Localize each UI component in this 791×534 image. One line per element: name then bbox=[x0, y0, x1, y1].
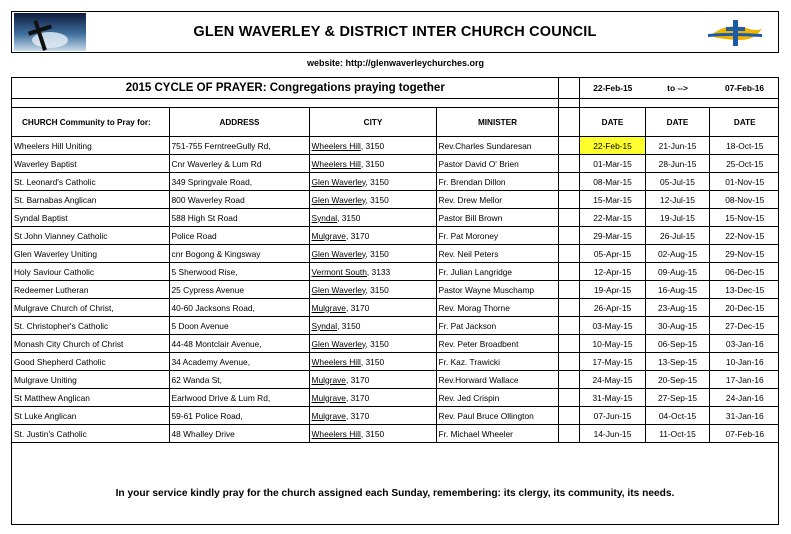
church-name: St Matthew Anglican bbox=[12, 389, 169, 407]
table-row bbox=[12, 389, 779, 407]
church-city bbox=[309, 335, 436, 353]
column-header-row bbox=[12, 108, 779, 137]
church-name: Syndal Baptist bbox=[12, 209, 169, 227]
church-address: 40-60 Jacksons Road, bbox=[169, 299, 309, 317]
prayer-date-1: 03-May-15 bbox=[579, 317, 645, 335]
minister-name: Rev. Jed Crispin bbox=[436, 389, 558, 407]
minister-name: Rev.Horward Wallace bbox=[436, 371, 558, 389]
table-row bbox=[12, 209, 779, 227]
prayer-date-2: 30-Aug-15 bbox=[645, 317, 709, 335]
prayer-date-1: 17-May-15 bbox=[579, 353, 645, 371]
church-address: 751-755 FerntreeGully Rd, bbox=[169, 137, 309, 155]
church-address: 800 Waverley Road bbox=[169, 191, 309, 209]
church-address: 5 Doon Avenue bbox=[169, 317, 309, 335]
postcode: , 3150 bbox=[365, 176, 389, 187]
postcode: , 3150 bbox=[360, 356, 385, 367]
prayer-date-2: 23-Aug-15 bbox=[645, 299, 709, 317]
separator-cell bbox=[558, 425, 579, 443]
postcode: , 3150 bbox=[365, 338, 389, 349]
table-row bbox=[12, 371, 779, 389]
postcode: , 3150 bbox=[365, 284, 389, 295]
suburb-link[interactable]: Wheelers Hill bbox=[311, 428, 361, 439]
postcode: , 3170 bbox=[345, 374, 370, 385]
church-city bbox=[309, 191, 436, 209]
prayer-date-2: 04-Oct-15 bbox=[645, 407, 709, 425]
prayer-date-1: 08-Mar-15 bbox=[579, 173, 645, 191]
church-name: Mulgrave Uniting bbox=[12, 371, 169, 389]
range-arrow: to --> bbox=[645, 78, 709, 99]
minister-name: Pastor Bill Brown bbox=[436, 209, 558, 227]
church-address: 349 Springvale Road, bbox=[169, 173, 309, 191]
suburb-link[interactable]: Mulgrave bbox=[311, 374, 346, 385]
prayer-date-2: 26-Jul-15 bbox=[645, 227, 709, 245]
table-row bbox=[12, 425, 779, 443]
prayer-date-2: 02-Aug-15 bbox=[645, 245, 709, 263]
church-address: Police Road bbox=[169, 227, 309, 245]
church-address: 48 Whalley Drive bbox=[169, 425, 309, 443]
prayer-cycle-panel bbox=[11, 77, 779, 525]
church-city bbox=[309, 371, 436, 389]
church-address: 34 Academy Avenue, bbox=[169, 353, 309, 371]
prayer-date-2: 12-Jul-15 bbox=[645, 191, 709, 209]
church-city bbox=[309, 299, 436, 317]
table-row bbox=[12, 353, 779, 371]
church-name: Mulgrave Church of Christ, bbox=[12, 299, 169, 317]
church-address: 588 High St Road bbox=[169, 209, 309, 227]
church-name: Waverley Baptist bbox=[12, 155, 169, 173]
table-row bbox=[12, 263, 779, 281]
suburb-link[interactable]: Glen Waverley bbox=[311, 284, 366, 295]
col-header-date-1: DATE bbox=[579, 108, 645, 137]
church-address: Cnr Waverley & Lum Rd bbox=[169, 155, 309, 173]
prayer-date-3: 24-Jan-16 bbox=[709, 389, 779, 407]
church-name: Holy Saviour Catholic bbox=[12, 263, 169, 281]
separator-cell bbox=[558, 191, 579, 209]
church-name: Wheelers Hill Uniting bbox=[12, 137, 169, 155]
postcode: , 3170 bbox=[345, 410, 370, 421]
prayer-date-1: 29-Mar-15 bbox=[579, 227, 645, 245]
postcode: , 3170 bbox=[345, 302, 370, 313]
church-name: Monash City Church of Christ bbox=[12, 335, 169, 353]
council-title: GLEN WAVERLEY & DISTRICT INTER CHURCH COUNCIL bbox=[193, 24, 597, 40]
suburb-link[interactable]: Glen Waverley bbox=[311, 176, 366, 187]
separator-cell bbox=[558, 227, 579, 245]
minister-name: Pastor David O' Brien bbox=[436, 155, 558, 173]
table-row bbox=[12, 245, 779, 263]
suburb-link[interactable]: Glen Waverley bbox=[311, 194, 366, 205]
separator-cell bbox=[558, 209, 579, 227]
ecumenical-cross-logo-icon bbox=[706, 18, 764, 48]
suburb-link[interactable]: Glen Waverley bbox=[311, 338, 366, 349]
postcode: , 3150 bbox=[337, 212, 361, 223]
minister-name: Rev. Drew Mellor bbox=[436, 191, 558, 209]
prayer-date-1: 31-May-15 bbox=[579, 389, 645, 407]
prayer-date-1: 19-Apr-15 bbox=[579, 281, 645, 299]
church-name: St. Justin's Catholic bbox=[12, 425, 169, 443]
minister-name: Fr. Kaz. Trawicki bbox=[436, 353, 558, 371]
title-row bbox=[12, 78, 779, 99]
suburb-link[interactable]: Mulgrave bbox=[311, 230, 346, 241]
col-header-date-2: DATE bbox=[645, 108, 709, 137]
prayer-date-1: 10-May-15 bbox=[579, 335, 645, 353]
prayer-date-1: 07-Jun-15 bbox=[579, 407, 645, 425]
separator-cell bbox=[558, 245, 579, 263]
separator-cell bbox=[558, 155, 579, 173]
prayer-date-3: 06-Dec-15 bbox=[709, 263, 779, 281]
prayer-date-3: 20-Dec-15 bbox=[709, 299, 779, 317]
table-row bbox=[12, 281, 779, 299]
postcode: , 3150 bbox=[365, 248, 389, 259]
suburb-link[interactable]: Wheelers Hill bbox=[311, 356, 361, 367]
minister-name: Pastor Wayne Muschamp bbox=[436, 281, 558, 299]
minister-name: Rev. Peter Broadbent bbox=[436, 335, 558, 353]
start-date: 22-Feb-15 bbox=[579, 78, 645, 99]
minister-name: Fr. Julian Langridge bbox=[436, 263, 558, 281]
separator-cell bbox=[558, 335, 579, 353]
prayer-date-3: 18-Oct-15 bbox=[709, 137, 779, 155]
prayer-date-2: 09-Aug-15 bbox=[645, 263, 709, 281]
prayer-date-3: 29-Nov-15 bbox=[709, 245, 779, 263]
separator-cell bbox=[558, 137, 579, 155]
col-header-minister: MINISTER bbox=[436, 108, 558, 137]
prayer-date-1: 22-Feb-15 bbox=[579, 137, 645, 155]
prayer-date-1: 22-Mar-15 bbox=[579, 209, 645, 227]
table-row bbox=[12, 137, 779, 155]
church-name: St Luke Anglican bbox=[12, 407, 169, 425]
prayer-date-3: 07-Feb-16 bbox=[709, 425, 779, 443]
postcode: , 3150 bbox=[360, 158, 385, 169]
church-city bbox=[309, 389, 436, 407]
church-address: 44-48 Montclair Avenue, bbox=[169, 335, 309, 353]
postcode: , 3150 bbox=[365, 194, 389, 205]
church-city bbox=[309, 425, 436, 443]
separator-cell bbox=[558, 108, 579, 137]
footer-note: In your service kindly pray for the church assigned each Sunday, remembering: its clergy, its community, its needs. bbox=[115, 488, 675, 499]
table-row bbox=[12, 155, 779, 173]
church-address: 25 Cypress Avenue bbox=[169, 281, 309, 299]
church-address: cnr Bogong & Kingsway bbox=[169, 245, 309, 263]
cycle-heading: 2015 CYCLE OF PRAYER: Congregations praying together bbox=[12, 78, 558, 99]
suburb-link[interactable]: Mulgrave bbox=[311, 410, 346, 421]
minister-name: Rev.Charles Sundaresan bbox=[436, 137, 558, 155]
prayer-date-1: 01-Mar-15 bbox=[579, 155, 645, 173]
table-row bbox=[12, 299, 779, 317]
church-name: St. Christopher's Catholic bbox=[12, 317, 169, 335]
prayer-date-3: 25-Oct-15 bbox=[709, 155, 779, 173]
prayer-date-3: 15-Nov-15 bbox=[709, 209, 779, 227]
separator-cell bbox=[558, 371, 579, 389]
church-city bbox=[309, 281, 436, 299]
prayer-date-1: 24-May-15 bbox=[579, 371, 645, 389]
separator-cell bbox=[558, 407, 579, 425]
minister-name: Rev. Paul Bruce Ollington bbox=[436, 407, 558, 425]
church-city bbox=[309, 173, 436, 191]
separator-cell bbox=[558, 281, 579, 299]
prayer-date-1: 26-Apr-15 bbox=[579, 299, 645, 317]
church-city bbox=[309, 227, 436, 245]
separator-cell bbox=[558, 299, 579, 317]
church-city bbox=[309, 353, 436, 371]
church-city bbox=[309, 245, 436, 263]
table-row bbox=[12, 227, 779, 245]
col-header-church: CHURCH Community to Pray for: bbox=[12, 108, 169, 137]
minister-name: Fr. Brendan Dillon bbox=[436, 173, 558, 191]
church-name: St. Barnabas Anglican bbox=[12, 191, 169, 209]
prayer-date-3: 31-Jan-16 bbox=[709, 407, 779, 425]
separator-cell bbox=[558, 78, 579, 99]
church-city bbox=[309, 263, 436, 281]
suburb-link[interactable]: Glen Waverley bbox=[311, 248, 366, 259]
suburb-link[interactable]: Vermont South bbox=[311, 266, 367, 277]
postcode: , 3150 bbox=[337, 320, 361, 331]
table-row bbox=[12, 335, 779, 353]
prayer-date-1: 12-Apr-15 bbox=[579, 263, 645, 281]
suburb-link[interactable]: Wheelers Hill bbox=[311, 158, 361, 169]
minister-name: Rev. Morag Thorne bbox=[436, 299, 558, 317]
header-box bbox=[11, 11, 779, 53]
church-city bbox=[309, 209, 436, 227]
table-row bbox=[12, 407, 779, 425]
prayer-date-3: 27-Dec-15 bbox=[709, 317, 779, 335]
prayer-date-2: 16-Aug-15 bbox=[645, 281, 709, 299]
separator-cell bbox=[558, 317, 579, 335]
separator-cell bbox=[558, 389, 579, 407]
prayer-table bbox=[12, 78, 779, 443]
postcode: , 3170 bbox=[345, 392, 370, 403]
prayer-date-1: 15-Mar-15 bbox=[579, 191, 645, 209]
minister-name: Fr. Pat Moroney bbox=[436, 227, 558, 245]
prayer-date-2: 28-Jun-15 bbox=[645, 155, 709, 173]
prayer-date-2: 13-Sep-15 bbox=[645, 353, 709, 371]
prayer-date-2: 20-Sep-15 bbox=[645, 371, 709, 389]
church-address: Earlwood Drive & Lum Rd, bbox=[169, 389, 309, 407]
col-header-address: ADDRESS bbox=[169, 108, 309, 137]
prayer-date-3: 01-Nov-15 bbox=[709, 173, 779, 191]
website-text: website: http://glenwaverleychurches.org bbox=[306, 58, 485, 68]
separator-cell bbox=[558, 263, 579, 281]
spacer-row bbox=[12, 99, 779, 108]
postcode: , 3150 bbox=[360, 428, 385, 439]
church-city bbox=[309, 317, 436, 335]
suburb-link[interactable]: Syndal bbox=[311, 212, 338, 223]
church-city bbox=[309, 137, 436, 155]
church-address: 59-61 Police Road, bbox=[169, 407, 309, 425]
minister-name: Fr. Pat Jackson bbox=[436, 317, 558, 335]
church-city bbox=[309, 407, 436, 425]
prayer-date-3: 13-Dec-15 bbox=[709, 281, 779, 299]
col-header-date-3: DATE bbox=[709, 108, 779, 137]
prayer-date-2: 05-Jul-15 bbox=[645, 173, 709, 191]
prayer-date-3: 17-Jan-16 bbox=[709, 371, 779, 389]
prayer-date-2: 19-Jul-15 bbox=[645, 209, 709, 227]
suburb-link[interactable]: Mulgrave bbox=[311, 302, 346, 313]
separator-cell bbox=[558, 173, 579, 191]
church-city bbox=[309, 155, 436, 173]
table-row bbox=[12, 191, 779, 209]
suburb-link[interactable]: Wheelers Hill bbox=[311, 140, 361, 151]
church-address: 5 Sherwood Rise, bbox=[169, 263, 309, 281]
prayer-date-2: 06-Sep-15 bbox=[645, 335, 709, 353]
prayer-date-3: 10-Jan-16 bbox=[709, 353, 779, 371]
separator-cell bbox=[558, 353, 579, 371]
prayer-date-3: 22-Nov-15 bbox=[709, 227, 779, 245]
prayer-date-2: 21-Jun-15 bbox=[645, 137, 709, 155]
postcode: , 3170 bbox=[345, 230, 370, 241]
end-date: 07-Feb-16 bbox=[709, 78, 779, 99]
church-name: Redeemer Lutheran bbox=[12, 281, 169, 299]
minister-name: Fr. Michael Wheeler bbox=[436, 425, 558, 443]
table-row bbox=[12, 173, 779, 191]
suburb-link[interactable]: Mulgrave bbox=[311, 392, 346, 403]
minister-name: Rev. Neil Peters bbox=[436, 245, 558, 263]
church-address: 62 Wanda St, bbox=[169, 371, 309, 389]
prayer-date-1: 14-Jun-15 bbox=[579, 425, 645, 443]
col-header-city: CITY bbox=[309, 108, 436, 137]
prayer-date-2: 11-Oct-15 bbox=[645, 425, 709, 443]
suburb-link[interactable]: Syndal bbox=[311, 320, 338, 331]
church-name: Good Shepherd Catholic bbox=[12, 353, 169, 371]
church-name: St John Vianney Catholic bbox=[12, 227, 169, 245]
postcode: , 3133 bbox=[366, 266, 391, 277]
church-name: St. Leonard's Catholic bbox=[12, 173, 169, 191]
prayer-date-1: 05-Apr-15 bbox=[579, 245, 645, 263]
church-name: Glen Waverley Uniting bbox=[12, 245, 169, 263]
postcode: , 3150 bbox=[360, 140, 385, 151]
prayer-date-3: 03-Jan-16 bbox=[709, 335, 779, 353]
table-row bbox=[12, 317, 779, 335]
prayer-date-3: 08-Nov-15 bbox=[709, 191, 779, 209]
prayer-date-2: 27-Sep-15 bbox=[645, 389, 709, 407]
